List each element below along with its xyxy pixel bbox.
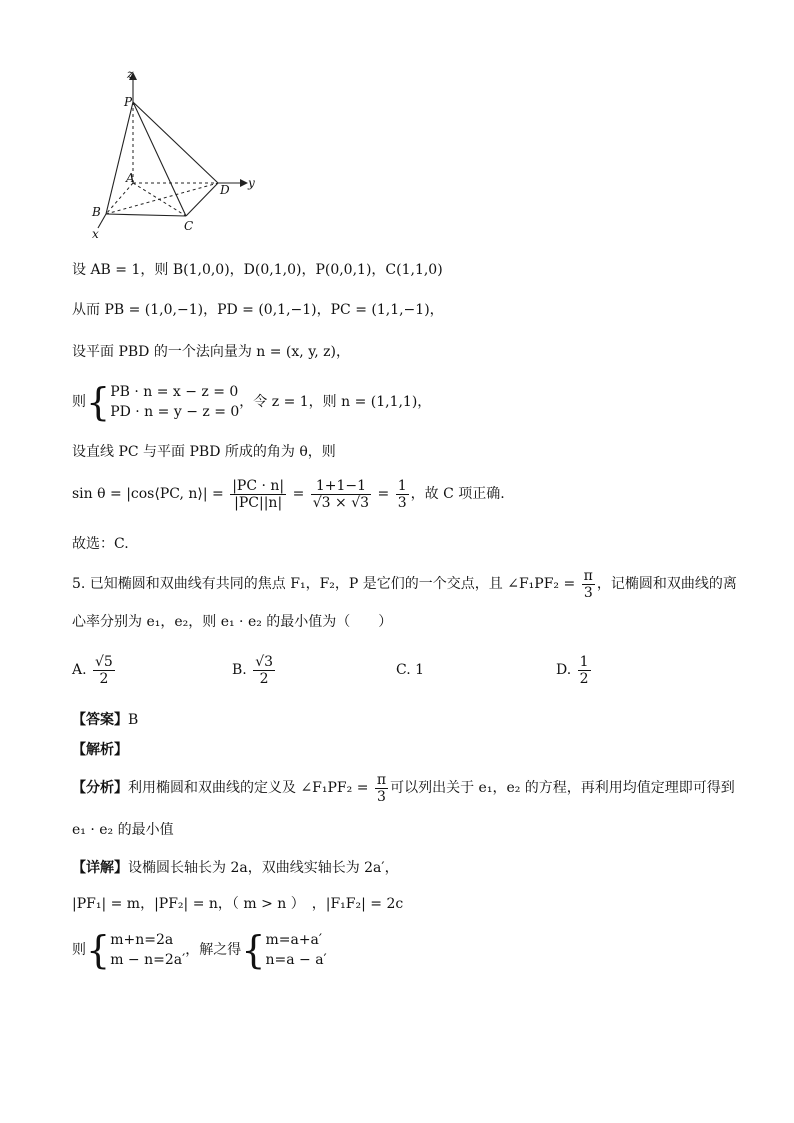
equation-system: PB · n = x − z = 0 PD · n = y − z = 0 xyxy=(110,384,240,420)
fraction-dot-over-norms: $\frac{|PC \cdot n|}{|PC||n|}$ xyxy=(232,477,285,511)
left-brace: { xyxy=(241,928,266,972)
fraction-pi-over-3-analysis: $\frac{\pi}{3}$ xyxy=(376,771,387,805)
equation-system-2: m=a+a′ n=a − a′ xyxy=(265,932,327,968)
y-arrow-icon xyxy=(240,179,248,187)
fraction-pi-over-3: $\frac{\pi}{3}$ xyxy=(583,567,593,601)
edge-BC xyxy=(106,214,186,216)
line-normal-vector: 设平面 PBD 的一个法向量为 n = (x, y, z)， xyxy=(72,344,350,360)
label-P: P xyxy=(124,95,133,109)
line-choice-conclusion: 故选：C. xyxy=(72,536,129,552)
label-z: z xyxy=(127,67,134,81)
edge-CD xyxy=(186,183,218,216)
question-5-line1: 5. 已知椭圆和双曲线有共同的焦点 F₁，F₂，P 是它们的一个交点，且 ∠F₁PF₂ = $\frac{\pi}{3}$ ，记椭圆和双曲线的离 xyxy=(72,567,737,601)
analysis-heading: 【解析】 xyxy=(72,742,128,758)
label-C: C xyxy=(184,219,194,233)
line-angle-setup: 设直线 PC 与平面 PBD 所成的角为 θ，则 xyxy=(72,444,336,460)
answer-tag: 【答案】 xyxy=(72,712,128,728)
fraction-numeric: $\frac{1+1-1}{√3 \times √3}$ xyxy=(312,477,370,511)
line-system-normal: 则{ PB · n = x − z = 0 PD · n = y − z = 0 ，令 z = 1，则 n = (1,1,1)， xyxy=(72,380,432,424)
label-D: D xyxy=(220,183,230,197)
question-5-line2: 心率分别为 e₁，e₂，则 e₁ · e₂ 的最小值为（ ） xyxy=(72,614,393,630)
pyramid-figure xyxy=(80,66,270,246)
option-D[interactable]: D. $\frac{1}{2}$ xyxy=(556,653,589,687)
left-brace: { xyxy=(86,380,111,424)
equation-system-1: m+n=2a m − n=2a′ xyxy=(110,932,186,968)
detail-line1: 【详解】设椭圆长轴长为 2a，双曲线实轴长为 2a′， xyxy=(72,860,399,876)
edge-PB xyxy=(106,102,133,214)
line-vectors: 从而 PB = (1,0,−1)，PD = (0,1,−1)，PC = (1,1,−1)， xyxy=(72,302,444,318)
analysis-line1: 【分析】利用椭圆和双曲线的定义及 ∠F₁PF₂ = $\frac{\pi}{3}$ 可以列出关于 e₁，e₂ 的方程，再利用均值定理即可得到 xyxy=(72,771,735,805)
diag-BD-hidden xyxy=(106,183,218,214)
option-C[interactable]: C. 1 xyxy=(396,662,425,678)
label-y: y xyxy=(248,176,255,190)
detail-line2: |PF₁| = m，|PF₂| = n，（ m > n ） ，|F₁F₂| = 2c xyxy=(72,896,404,912)
detail-systems: 则{ m+n=2a m − n=2a′ ，解之得{ m=a+a′ n=a − a′ xyxy=(72,928,327,972)
label-B: B xyxy=(92,205,101,219)
analysis-line2: e₁ · e₂ 的最小值 xyxy=(72,822,174,838)
option-B[interactable]: B. $\frac{√3}{2}$ xyxy=(232,653,274,687)
fraction-result: $\frac{1}{3}$ xyxy=(397,477,407,511)
answer-value: B xyxy=(128,712,139,728)
label-x: x xyxy=(92,227,99,241)
option-A[interactable]: A. $\frac{√5}{2}$ xyxy=(72,653,113,687)
line-sine-computation: sin θ = |cos⟨PC, n⟩| = $\frac{|PC \cdot n|}{|PC||n|}$ = $\frac{1+1-1}{√3 \times √3}$ = $\frac{1}{3}$ ，故 C 项正确. xyxy=(72,477,505,511)
line-coordinates: 设 AB = 1，则 B(1,0,0)，D(0,1,0)，P(0,0,1)，C(1,1,0) xyxy=(72,262,443,278)
edge-PD xyxy=(133,102,218,183)
label-A: A xyxy=(126,171,135,185)
left-brace: { xyxy=(86,928,111,972)
answer-line xyxy=(72,710,138,730)
